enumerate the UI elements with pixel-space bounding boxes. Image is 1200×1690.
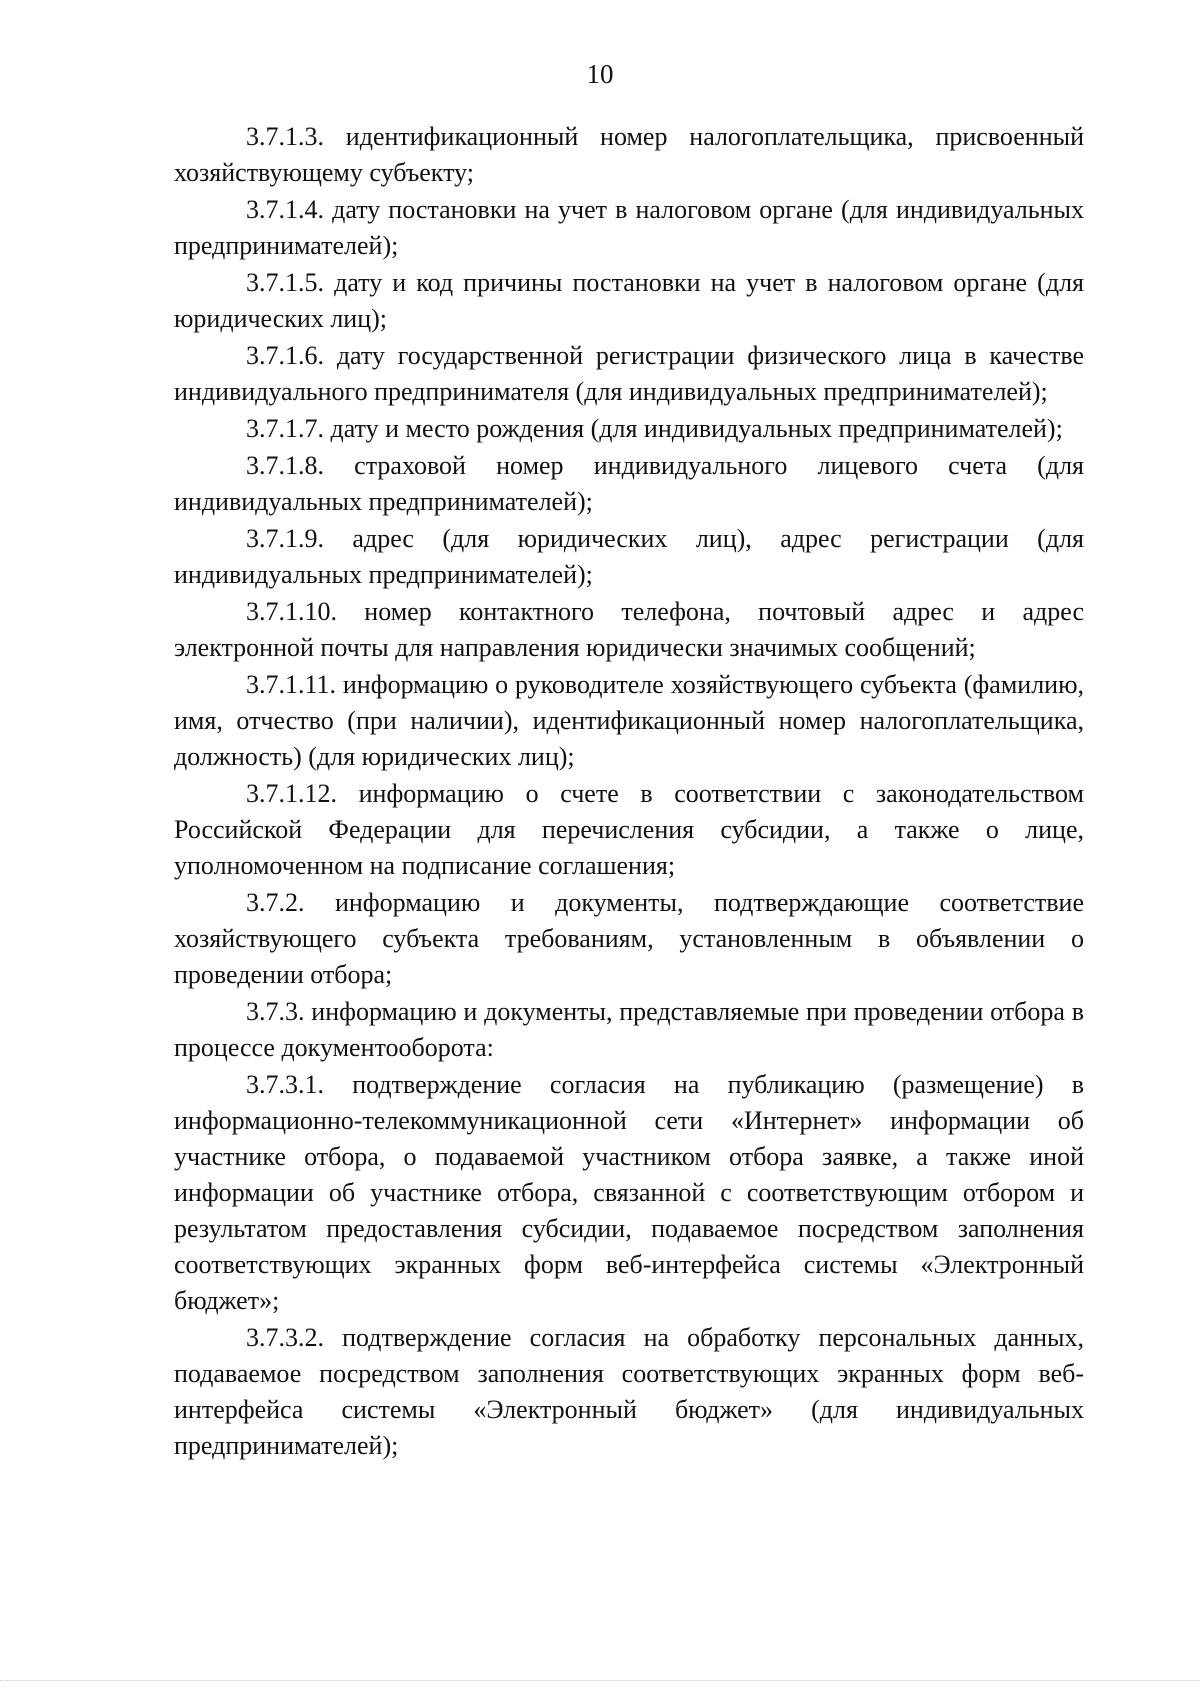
page-number: 10 xyxy=(586,59,614,89)
document-body xyxy=(174,119,1084,1465)
scan-bottom-edge xyxy=(0,1680,1200,1682)
paragraph-3-7-1-6: 3.7.1.6. дату государственной регистрации физического лица в качестве индивидуального предпринимателя (для индивидуальных предпринимателей); xyxy=(174,341,1084,406)
paragraph-3-7-1-4: 3.7.1.4. дату постановки на учет в налоговом органе (для индивидуальных предпринимателей); xyxy=(174,195,1084,260)
paragraph-3-7-3-2: 3.7.3.2. подтверждение согласия на обработку персональных данных, подаваемое посредством заполнения соответствующих экранных форм веб-интерфейса системы «Электронный бюджет» (для индивидуальных предпринимателей); xyxy=(174,1323,1084,1460)
paragraph-3-7-3: 3.7.3. информацию и документы, представляемые при проведении отбора в процессе документооборота: xyxy=(174,997,1084,1062)
paragraph-3-7-1-10: 3.7.1.10. номер контактного телефона, почтовый адрес и адрес электронной почты для направления юридически значимых сообщений; xyxy=(174,597,1084,662)
paragraph-3-7-2: 3.7.2. информацию и документы, подтверждающие соответствие хозяйствующего субъекта требованиям, установленным в объявлении о проведении отбора; xyxy=(174,888,1084,989)
paragraph-3-7-3-1: 3.7.3.1. подтверждение согласия на публикацию (размещение) в информационно-телекоммуникационной сети «Интернет» информации об участнике отбора, о подаваемой участником отбора заявке, а также иной информации об участнике отбора, связанной с соответствующим отбором и результатом предоставления субсидии, подаваемое посредством заполнения соответствующих экранных форм веб-интерфейса системы «Электронный бюджет»; xyxy=(174,1070,1084,1315)
paragraph-3-7-1-7: 3.7.1.7. дату и место рождения (для индивидуальных предпринимателей); xyxy=(246,414,1063,443)
paragraph-3-7-1-11: 3.7.1.11. информацию о руководителе хозяйствующего субъекта (фамилию, имя, отчество (при наличии), идентификационный номер налогоплательщика, должность) (для юридических лиц); xyxy=(174,670,1084,771)
paragraph-3-7-1-5: 3.7.1.5. дату и код причины постановки на учет в налоговом органе (для юридических лиц); xyxy=(174,268,1084,333)
paragraph-3-7-1-9: 3.7.1.9. адрес (для юридических лиц), адрес регистрации (для индивидуальных предпринимателей); xyxy=(174,524,1084,589)
paragraph-3-7-1-3: 3.7.1.3. идентификационный номер налогоплательщика, присвоенный хозяйствующему субъекту; xyxy=(174,122,1084,187)
paragraph-3-7-1-12: 3.7.1.12. информацию о счете в соответствии с законодательством Российской Федерации для перечисления субсидии, а также о лице, уполномоченном на подписание соглашения; xyxy=(174,779,1084,880)
paragraph-3-7-1-8: 3.7.1.8. страховой номер индивидуального лицевого счета (для индивидуальных предпринимателей); xyxy=(174,451,1084,516)
